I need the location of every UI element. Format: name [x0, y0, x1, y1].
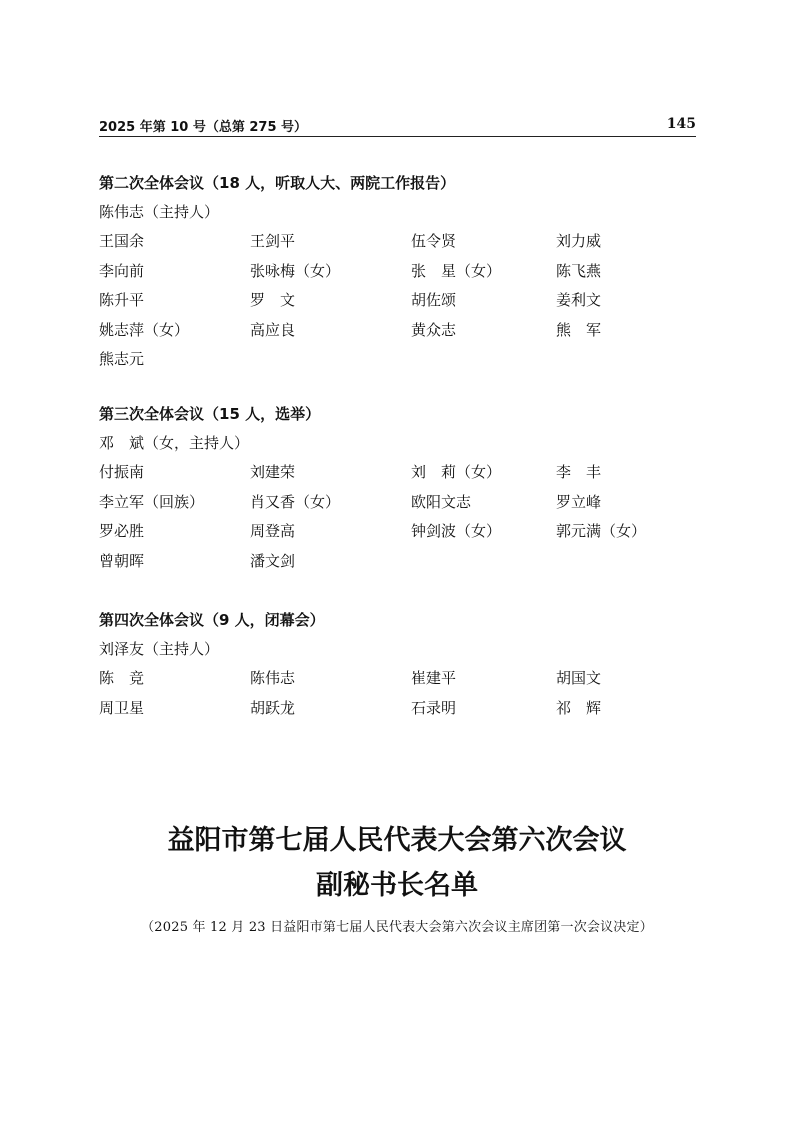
member-grid	[99, 227, 699, 375]
session-2-section	[99, 169, 699, 375]
member-grid	[99, 458, 699, 576]
member-name: 张 星（女）	[411, 261, 502, 280]
member-name: 陈升平	[99, 291, 145, 309]
member-name: 陈 竞	[99, 669, 145, 687]
member-name: 李立军（回族）	[99, 492, 205, 511]
member-name: 姜利文	[556, 291, 602, 309]
member-name: 曾朝晖	[99, 551, 145, 570]
host-name: 邓 斌（女，主持人）	[99, 434, 250, 452]
member-name: 高应良	[250, 320, 296, 339]
member-name: 石录明	[411, 698, 457, 717]
member-name: 钟剑波（女）	[411, 522, 502, 540]
member-name: 潘文剑	[250, 551, 296, 570]
member-name: 陈飞燕	[556, 261, 602, 280]
member-name: 熊志元	[99, 350, 145, 368]
member-name: 祁 辉	[556, 698, 602, 717]
member-name: 王剑平	[250, 232, 296, 250]
member-name: 崔建平	[411, 669, 457, 687]
member-name: 张咏梅（女）	[250, 261, 341, 280]
issue-label: 2025 年第 10 号（总第 275 号）	[99, 120, 308, 135]
member-grid	[99, 664, 699, 723]
member-name: 王国余	[99, 232, 145, 250]
member-name: 胡佐颂	[411, 291, 457, 309]
session-3-section	[99, 400, 699, 576]
title-line-2: 副秘书长名单	[316, 870, 478, 901]
section-title: 第三次全体会议（15 人，选举）	[99, 405, 321, 423]
member-name: 郭元满（女）	[556, 522, 647, 540]
member-name: 黄众志	[411, 320, 457, 339]
member-name: 胡跃龙	[250, 698, 296, 717]
decision-note: （2025 年 12 月 23 日益阳市第七届人民代表大会第六次会议主席团第一次会议决定）	[141, 920, 653, 935]
member-name: 胡国文	[556, 669, 602, 687]
section-title: 第二次全体会议（18 人，听取人大、两院工作报告）	[99, 174, 456, 192]
member-name: 刘 莉（女）	[411, 463, 502, 481]
member-name: 刘力威	[556, 232, 602, 250]
member-name: 李向前	[99, 261, 145, 280]
host-name: 刘泽友（主持人）	[99, 640, 220, 658]
member-name: 伍令贤	[411, 232, 457, 250]
member-name: 罗立峰	[556, 492, 602, 511]
document-title	[0, 818, 794, 908]
member-name: 周卫星	[99, 698, 145, 717]
section-title: 第四次全体会议（9 人，闭幕会）	[99, 611, 325, 629]
member-name: 刘建荣	[250, 463, 296, 481]
member-name: 姚志萍（女）	[99, 320, 190, 339]
page-header	[99, 116, 696, 137]
member-name: 罗必胜	[99, 522, 145, 540]
member-name: 周登高	[250, 522, 296, 540]
member-name: 李 丰	[556, 463, 602, 481]
member-name: 付振南	[99, 463, 145, 481]
member-name: 欧阳文志	[411, 492, 472, 511]
member-name: 陈伟志	[250, 669, 296, 687]
member-name: 罗 文	[250, 291, 296, 309]
member-name: 肖又香（女）	[250, 492, 341, 511]
host-name: 陈伟志（主持人）	[99, 203, 220, 221]
title-line-1: 益阳市第七届人民代表大会第六次会议	[167, 825, 627, 856]
member-name: 熊 军	[556, 320, 602, 339]
page-number: 145	[666, 116, 696, 132]
session-4-section	[99, 606, 699, 723]
